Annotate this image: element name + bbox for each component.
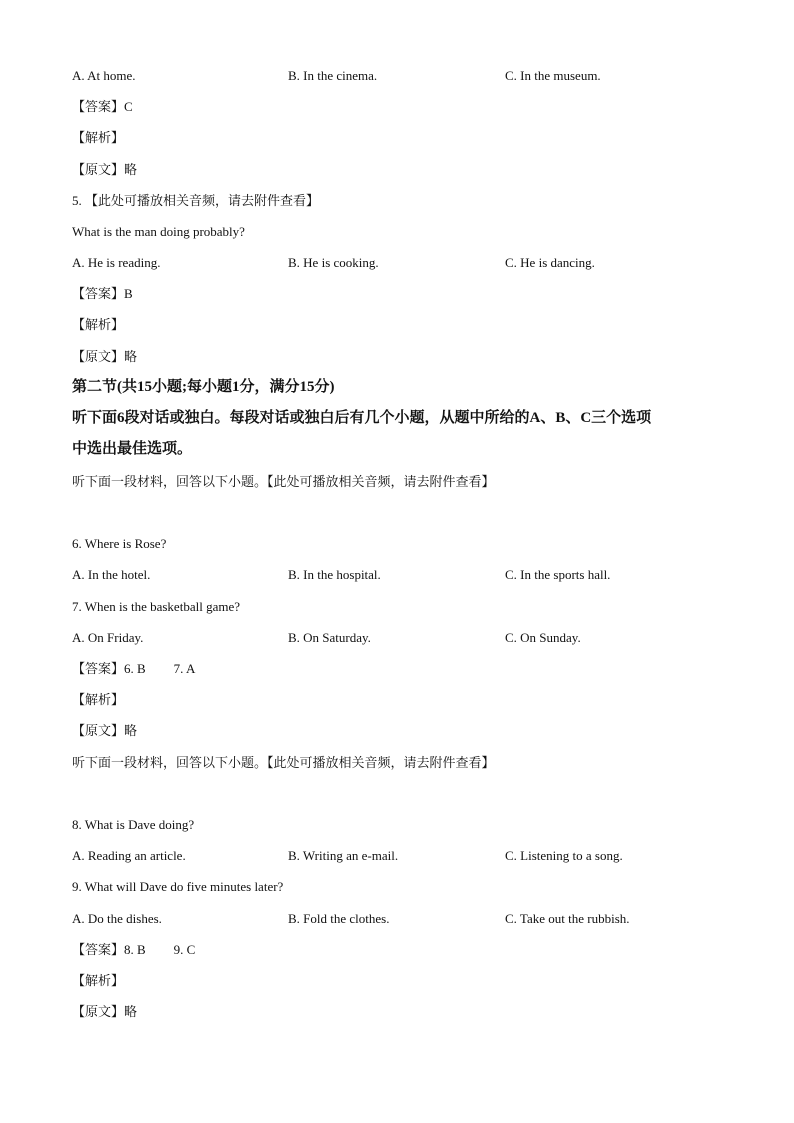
- q7-option-a: A. On Friday.: [72, 630, 144, 645]
- group1-answer: [72, 660, 195, 678]
- q5-options: [72, 254, 752, 272]
- q7-answer: 7. A: [173, 661, 196, 676]
- q5-option-b: B. He is cooking.: [288, 255, 379, 270]
- q7-options: [72, 629, 752, 647]
- section2-instruction-line2: 中选出最佳选项。: [72, 441, 193, 457]
- q5-number: 5. 【此处可播放相关音频，请去附件查看】: [72, 193, 320, 208]
- q4-option-a: A. At home.: [72, 68, 136, 83]
- q9-question: 9. What will Dave do five minutes later?: [72, 879, 284, 894]
- section2-heading: 第二节(共15小题;每小题1分，满分15分): [72, 379, 335, 395]
- q8-answer: 【答案】8. B: [72, 942, 146, 957]
- q4-options: [72, 67, 752, 85]
- q9-option-a: A. Do the dishes.: [72, 911, 162, 926]
- q6-option-b: B. In the hospital.: [288, 567, 381, 582]
- q9-option-c: C. Take out the rubbish.: [505, 911, 630, 926]
- q8-question: 8. What is Dave doing?: [72, 817, 195, 832]
- group1-script: 【原文】略: [72, 723, 138, 738]
- group2-script: 【原文】略: [72, 1004, 138, 1019]
- q4-option-b: B. In the cinema.: [288, 68, 378, 83]
- q5-option-a: A. He is reading.: [72, 255, 161, 270]
- q8-option-a: A. Reading an article.: [72, 848, 186, 863]
- group1-analysis: 【解析】: [72, 692, 125, 707]
- group1-intro: 听下面一段材料，回答以下小题。【此处可播放相关音频，请去附件查看】: [72, 474, 495, 489]
- q6-option-c: C. In the sports hall.: [505, 567, 611, 582]
- q4-analysis: 【解析】: [72, 130, 125, 145]
- q7-option-b: B. On Saturday.: [288, 630, 371, 645]
- group2-intro: 听下面一段材料，回答以下小题。【此处可播放相关音频，请去附件查看】: [72, 755, 495, 770]
- q4-option-c: C. In the museum.: [505, 68, 601, 83]
- q6-answer: 【答案】6. B: [72, 661, 146, 676]
- q5-answer: 【答案】B: [72, 286, 133, 301]
- q6-options: [72, 566, 752, 584]
- q9-options: [72, 910, 752, 928]
- q4-answer: 【答案】C: [72, 99, 133, 114]
- q9-option-b: B. Fold the clothes.: [288, 911, 390, 926]
- q5-option-c: C. He is dancing.: [505, 255, 595, 270]
- q8-option-c: C. Listening to a song.: [505, 848, 623, 863]
- q8-option-b: B. Writing an e-mail.: [288, 848, 399, 863]
- q6-option-a: A. In the hotel.: [72, 567, 151, 582]
- group2-answer: [72, 941, 195, 959]
- q4-script: 【原文】略: [72, 162, 138, 177]
- q9-answer: 9. C: [173, 942, 196, 957]
- q5-question: What is the man doing probably?: [72, 224, 245, 239]
- q7-question: 7. When is the basketball game?: [72, 599, 240, 614]
- q7-option-c: C. On Sunday.: [505, 630, 581, 645]
- q8-options: [72, 847, 752, 865]
- group2-analysis: 【解析】: [72, 973, 125, 988]
- q5-script: 【原文】略: [72, 349, 138, 364]
- section2-instruction-line1: 听下面6段对话或独白。每段对话或独白后有几个小题，从题中所给的A、B、C三个选项: [72, 410, 652, 426]
- q5-analysis: 【解析】: [72, 317, 125, 332]
- q6-question: 6. Where is Rose?: [72, 536, 167, 551]
